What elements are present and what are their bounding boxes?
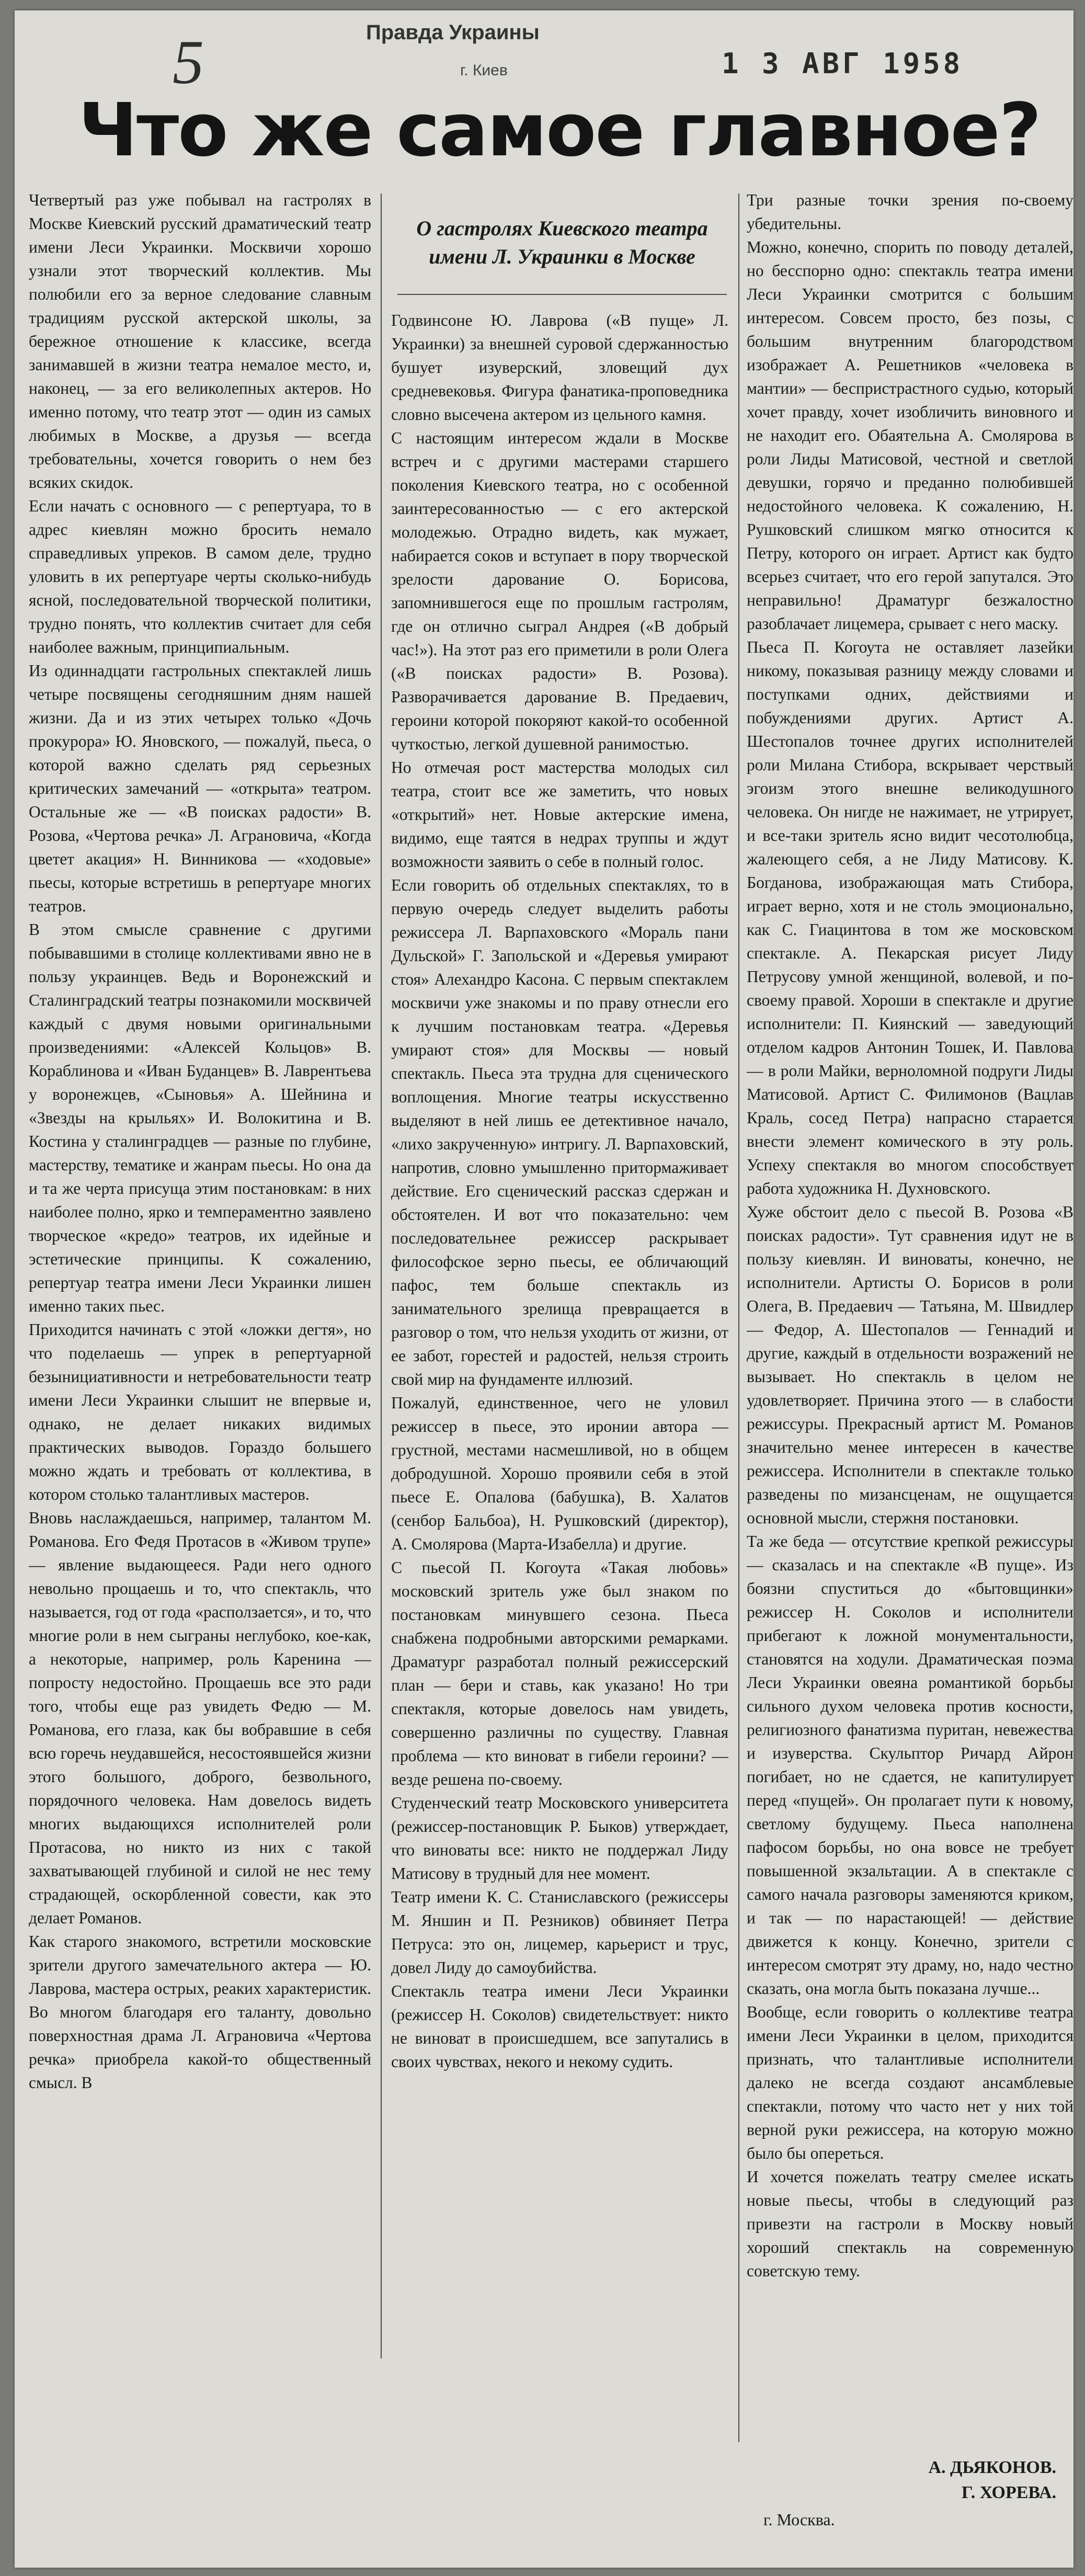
newspaper-city: г. Киев — [460, 62, 508, 79]
column-rule-right — [738, 193, 739, 2442]
article-headline: Что же самое главное? — [78, 88, 1041, 173]
handwritten-number: 5 — [173, 27, 204, 97]
column-rule-left — [381, 193, 382, 2358]
article-subhead: О гастролях Киевского театра имени Л. Украинки в Москве — [416, 216, 708, 268]
article-column-2: Годвинсоне Ю. Лаврова («В пуще» Л. Украинки) за внешней суровой сдержанностью бушует изуверский, зловещий дух средневековья. Фигура фанатика-проповедника словно высечена актером из цельного камня. С настоящим интересом ждали в Москве встреч и с другими мастерами старшего поколения Киевского театра, но с особенной заинтересованностью — с его актерской молодежью. Отрадно видеть, как мужает, набирается соков и вступает в пору творческой зрелости дарование О. Борисова, запомнившегося еще по прошлым гастролям, где он отлично сыграл Андрея («В добрый час!»). На этот раз его приметили в роли Олега («В поисках радости» В. Розова). Разворачивается дарование В. Предаевич, героини которой покоряют какой-то особенной чуткостью, легкой душевной ранимостью. Но отмечая рост мастерства молодых сил театра, стоит все же заметить, что новых «открытий» нет. Новые актерские имена, видимо, еще таятся в недрах труппы и ждут возможности заявить о себе в полный голос. Если говорить об отдельных спектаклях, то в первую очередь следует выделить работы режиссера Л. Варпаховского «Мораль пани Дульской» Г. Запольской и «Деревья умирают стоя» Алехандро Касона. С первым спектаклем москвичи уже знакомы и по праву отнесли его к лучшим постановкам театра. «Деревья умирают стоя» для Москвы — новый спектакль. Пьеса эта трудна для сценического воплощения. Многие театры искусственно выделяют в ней лишь ее детективное начало, «лихо закрученную» интригу. Л. Варпаховский, напротив, словно умышленно притормаживает действие. Его сценический рассказ сдержан и обстоятелен. И вот что показательно: чем последовательнее режиссер раскрывает философское зерно пьесы, ее обличающий пафос, тем больше спектакль из занимательного зрелища превращается в разговор о том, что нельзя уходить от жизни, от ее забот, горестей и радостей, нельзя строить свой мир на фундаменте иллюзий. Пожалуй, единственное, чего не уловил режиссер в пьесе, это иронии автора — грустной, местами насмешливой, но в общем добродушной. Хорошо проявили себя в этой пьесе Е. Опалова (бабушка), В. Халатов (сенбор Бальбоа), Н. Рушковский (директор), А. Смолярова (Марта-Изабелла) и другие. С пьесой П. Когоута «Такая любовь» московский зритель уже был знаком по постановкам минувшего сезона. Пьеса снабжена подробными авторскими ремарками. Драматург разработал полный режиссерский план — бери и ставь, как указано! Но три спектакля, которые довелось нам увидеть, совершенно различны по существу. Главная проблема — кто виноват в гибели героини? — везде решена по-своему. Студенческий театр Московского университета (режиссер-постановщик Р. Быков) утверждает, что виноваты все: никто не поддержал Лиду Матисову в трудный для нее момент. Театр имени К. С. Станиславского (режиссеры М. Яншин и П. Резников) обвиняет Петра Петруса: это он, лицемер, карьерист и трус, довел Лиду до самоубийства. Спектакль театра имени Леси Украинки (режиссер Н. Соколов) свидетельствует: никто не виноват в происшедшем, все запутались в своих чувствах, некого и некому судить. — [391, 311, 728, 2071]
article-authors: А. ДЬЯКОНОВ. Г. ХОРЕВА. — [928, 2458, 1056, 2502]
article-place: г. Москва. — [763, 2510, 835, 2529]
newspaper-name: Правда Украины — [366, 21, 540, 44]
article-column-1: Четвертый раз уже побывал на гастролях в Москве Киевский русский драматический театр имени Леси Украинки. Москвичи хорошо узнали этот творческий коллектив. Мы полюбили его за верное следование славным традициям русской актерской школы, за бережное отношение к классике, всегда занимавшей в жизни театра немалое место, и, наконец, — за его великолепных актеров. Но именно потому, что театр этот — один из самых любимых в Москве, а друзья — всегда требовательны, хочется говорить о нем без всяких скидок. Если начать с основного — с репертуара, то в адрес киевлян можно бросить немало справедливых упреков. В самом деле, трудно уловить в их репертуаре черты сколько-нибудь ясной, последовательной творческой политики, трудно понять, что коллектив считает для себя наиболее важным, принципиальным. Из одиннадцати гастрольных спектаклей лишь четыре посвящены сегодняшним дням нашей жизни. Да и из этих четырех только «Дочь прокурора» Ю. Яновского, — пожалуй, пьеса, о которой важно сделать ряд серьезных критических замечаний — «открыта» театром. Остальные же — «В поисках радости» В. Розова, «Чертова речка» Л. Аграновича, «Когда цветет акация» Н. Винникова — «ходовые» пьесы, которые встретишь в репертуаре многих театров. В этом смысле сравнение с другими побывавшими в столице коллективами явно не в пользу украинцев. Ведь и Воронежский и Сталинградский театры познакомили москвичей каждый с двумя новыми оригинальными произведениями: «Алексей Кольцов» В. Кораблинова и «Иван Буданцев» В. Лаврентьева у воронежцев, «Сыновья» А. Шейнина и «Звезды на крыльях» И. Волокитина и В. Костина у сталинградцев — разные по глубине, мастерству, тематике и жанрам пьесы. Но она да и та же черта присуща этим постановкам: в них наиболее полно, ярко и темпераментно заявлено творческое «кредо» театров, их идейные и эстетические принципы. К сожалению, репертуар театра имени Леси Украинки лишен именно таких пьес. Приходится начинать с этой «ложки дегтя», но что поделаешь — упрек в репертуарной безынициативности и нетребовательности театр имени Леси Украинки слышит не впервые и, однако, не делает никаких видимых практических выводов. Гораздо большего можно ждать и требовать от коллектива, в котором столько талантливых мастеров. Вновь наслаждаешься, например, талантом М. Романова. Его Федя Протасов в «Живом трупе» — явление выдающееся. Ради него одного невольно прощаешь и то, что спектакль, что называется, год от года «расползается», и то, что многие роли в нем сыграны неглубоко, кое-как, а некоторые, например, роль Каренина — попросту недостойно. Прощаешь все это ради того, чтобы еще раз увидеть Федю — М. Романова, его глаза, как бы вобравшие в себя всю горечь неудавшейся, несостоявшейся жизни этого большого, доброго, безвольного, порядочного человека. Нам довелось видеть многих выдающихся исполнителей роли Протасова, но никто из них с такой захватывающей глубиной и силой не нес тему страдающей, оскорбленной совести, как это делает Романов. Как старого знакомого, встретили московские зрители другого замечательного актера — Ю. Лаврова, мастера острых, реаких характеристик. Во многом благодаря его таланту, довольно поверхностная драма Л. Аграновича «Чертова речка» приобрела какой-то общественный смысл. В — [29, 191, 371, 2092]
subhead-rule — [397, 294, 727, 295]
date-stamp: 1 3 АВГ 1958 — [722, 47, 964, 80]
article-column-3: Три разные точки зрения по-своему убедительны. Можно, конечно, спорить по поводу деталей, но бесспорно одно: спектакль театра имени Леси Украинки смотрится с большим интересом. Совсем просто, без позы, с большим внутренним благородством изображает А. Решетников «человека в мантии» — беспристрастного судью, который хочет правду, хочет изобличить виновного и не находит его. Обаятельна А. Смолярова в роли Лиды Матисовой, честной и светлой девушки, горячо и преданно полюбившей недостойного человека. К сожалению, Н. Рушковский слишком мягко относится к Петру, которого он играет. Артист как будто всерьез считает, что его герой запутался. Это неправильно! Драматург безжалостно разоблачает лицемера, срывает с него маску. Пьеса П. Когоута не оставляет лазейки никому, показывая разницу между словами и поступками одних, действиями и побуждениями других. Артист А. Шестопалов точнее других исполнителей роли Милана Стибора, вскрывает черствый эгоизм этого внешне великодушного человека. Он нигде не нажимает, не утрирует, и все-таки зритель ясно видит чесотолюбца, жалеющего себя, а не Лиду Матисову. К. Богданова, изображающая мать Стибора, играет верно, хотя и не столь эмоционально, как С. Гиацинтова в том же московском спектакле. А. Пекарская рисует Лиду Петрусову умной женщиной, волевой, и по-своему правой. Хороши в спектакле и другие исполнители: П. Киянский — заведующий отделом кадров Антонин Тошек, И. Павлова — в роли Майки, верноломной подруги Лиды Матисовой. Артист С. Филимонов (Вацлав Краль, сосед Петра) напрасно старается внести элемент комического в эту роль. Успеху спектакля во многом способствует работа художника Н. Духновского. Хуже обстоит дело с пьесой В. Розова «В поисках радости». Тут сравнения идут не в пользу киевлян. И виноваты, конечно, не исполнители. Артисты О. Борисов в роли Олега, В. Предаевич — Татьяна, М. Швидлер — Федор, А. Шестопалов — Геннадий и другие, каждый в отдельности возражений не вызывает. Но спектакль в целом не удовлетворяет. Причина этого — в слабости режиссуры. Прекрасный артист М. Романов значительно менее интересен в качестве режиссера. Исполнители в спектакле только разведены по мизансценам, не ощущается основной мысли, стержня постановки. Та же беда — отсутствие крепкой режиссуры — сказалась и на спектакле «В пуще». Из боязни спуститься до «бытовщинки» режиссер Н. Соколов и исполнители прибегают к ложной монументальности, становятся на ходули. Драматическая поэма Леси Украинки овеяна романтикой борьбы сильного духом человека против косности, религиозного фанатизма пуритан, невежества и изуверства. Скульптор Ричард Айрон погибает, но не сдается, не капитулирует перед «пущей». Он пролагает пути к новому, светлому будущему. Пьеса наполнена пафосом борьбы, но она вовсе не требует повышенной экзальтации. А в спектакле с самого начала разговоры заменяются криком, и так — по нарастающей! — действие движется к концу. Конечно, зрители с интересом смотрят эту драму, но, надо честно сказать, она могла быть показана лучше... Вообще, если говорить о коллективе театра имени Леси Украинки в целом, приходится признать, что талантливые исполнители далеко не всегда создают ансамблевые спектакли, потому что часто нет у них той верной руки режиссера, на которую можно было бы опереться. И хочется пожелать театру смелее искать новые пьесы, чтобы в следующий раз привезти на гастроли в Москву новый хороший спектакль на современную советскую тему. — [747, 191, 1073, 2280]
